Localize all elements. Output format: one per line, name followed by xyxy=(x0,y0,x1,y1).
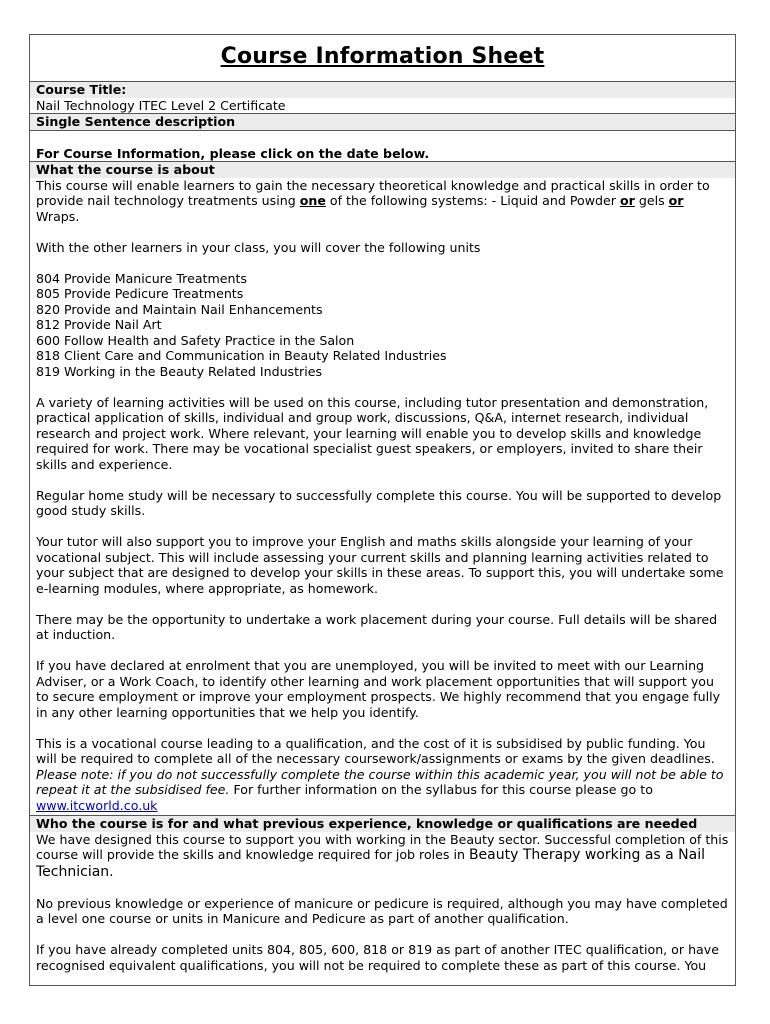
who-heading-row xyxy=(30,815,735,832)
unit-item: 819 Working in the Beauty Related Industries xyxy=(36,363,323,379)
funding-text: This is a vocational course leading to a qualification, and the cost of it is subsidised by public funding. You will be required to complete all of the necessary coursework/assignments or exams by the given deadlines. xyxy=(36,735,715,766)
click-date-text: For Course Information, please click on the date below. xyxy=(36,145,430,161)
emphasis-one: one xyxy=(299,193,326,208)
about-intro-text-4: Wraps. xyxy=(36,208,80,224)
home-study-paragraph: Regular home study will be necessary to successfully complete this course. You will be supported to develop good study skills. xyxy=(36,487,722,518)
unit-item: 812 Provide Nail Art xyxy=(36,317,162,332)
unit-item: 820 Provide and Maintain Nail Enhancements xyxy=(36,301,323,317)
who-heading: Who the course is for and what previous experience, knowledge or qualifications are needed xyxy=(36,816,698,831)
about-intro-text-1: This course will enable learners to gain the necessary theoretical knowledge and practical skills in order to provide nail technology treatments using xyxy=(36,177,710,208)
course-title-label: Course Title: xyxy=(36,82,127,97)
units-list xyxy=(36,271,729,380)
unit-item: 805 Provide Pedicure Treatments xyxy=(36,286,244,301)
funding-note: Please note: if you do not successfully complete the course within this academic year, you will not be able to repeat it at the subsidised fee. xyxy=(36,766,724,797)
emphasis-or-2: or xyxy=(668,193,684,208)
about-intro-text-2: of the following systems: - Liquid and Powder xyxy=(325,193,620,208)
course-title-label-row xyxy=(30,81,735,98)
unit-item: 818 Client Care and Communication in Beauty Related Industries xyxy=(36,348,447,363)
no-knowledge-paragraph: No previous knowledge or experience of manicure or pedicure is required, although you may have completed a level one course or units in Manicure and Pedicure as part of another qualification. xyxy=(36,895,728,926)
activities-paragraph: A variety of learning activities will be used on this course, including tutor presentation and demonstration, practical application of skills, individual and group work, discussions, Q&A, internet research, individual research and project work. Where relevant, your learning will enable you to develop skills and knowledge required for work. There may be vocational specialist guest speakers, or employers, invited to share their skills and experience. xyxy=(36,394,709,472)
click-date-row xyxy=(30,130,735,162)
about-heading-row xyxy=(30,161,735,178)
job-role-text: Beauty Therapy working as a Nail Technician. xyxy=(36,847,706,880)
funding-paragraph xyxy=(36,736,729,814)
course-title-value-row xyxy=(30,98,735,114)
funding-after: For further information on the syllabus for this course please go to xyxy=(229,782,653,797)
who-text: We have designed this course to support you with working in the Beauty sector. Successful completion of this course will provide the skills and knowledge required for job roles in xyxy=(36,831,729,862)
about-intro-paragraph xyxy=(36,178,729,225)
course-information-sheet xyxy=(29,34,736,986)
unemployed-paragraph: If you have declared at enrolment that you are unemployed, you will be invited to meet with our Learning Adviser, or a Work Coach, to identify other learning and work placement opportunities that will support you to secure employment or improve your employment prospects. We highly recommend that you engage fully in any other learning opportunities that we help you identify. xyxy=(36,658,721,720)
unit-item: 600 Follow Health and Safety Practice in the Salon xyxy=(36,332,355,348)
page-title: Course Information Sheet xyxy=(220,44,545,69)
single-sentence-heading xyxy=(30,113,735,130)
about-intro-text-3: gels xyxy=(634,193,669,208)
who-paragraph xyxy=(36,832,729,881)
who-section xyxy=(30,832,735,974)
single-sentence-label: Single Sentence description xyxy=(36,114,236,129)
tutor-support-paragraph: Your tutor will also support you to improve your English and maths skills alongside your learning of your vocational subject. This will include assessing your current skills and planning learning activities related to your subject that are designed to develop your skills in these areas. To support this, you will undertake some e-learning modules, where appropriate, as homework. xyxy=(36,534,724,596)
itec-website-link[interactable]: www.itcworld.co.uk xyxy=(36,797,158,813)
emphasis-or-1: or xyxy=(619,193,635,208)
work-placement-paragraph: There may be the opportunity to undertake a work placement during your course. Full details will be shared at induction. xyxy=(36,611,718,642)
completed-units-paragraph: If you have already completed units 804, 805, 600, 818 or 819 as part of another ITEC qualification, or have recognised equivalent qualifications, you will not be required to complete these as part of this course. You xyxy=(36,942,719,973)
about-section xyxy=(30,178,735,816)
course-title-value: Nail Technology ITEC Level 2 Certificate xyxy=(36,97,286,113)
unit-item: 804 Provide Manicure Treatments xyxy=(36,270,247,286)
about-heading: What the course is about xyxy=(36,162,215,177)
units-intro: With the other learners in your class, you will cover the following units xyxy=(36,239,481,255)
